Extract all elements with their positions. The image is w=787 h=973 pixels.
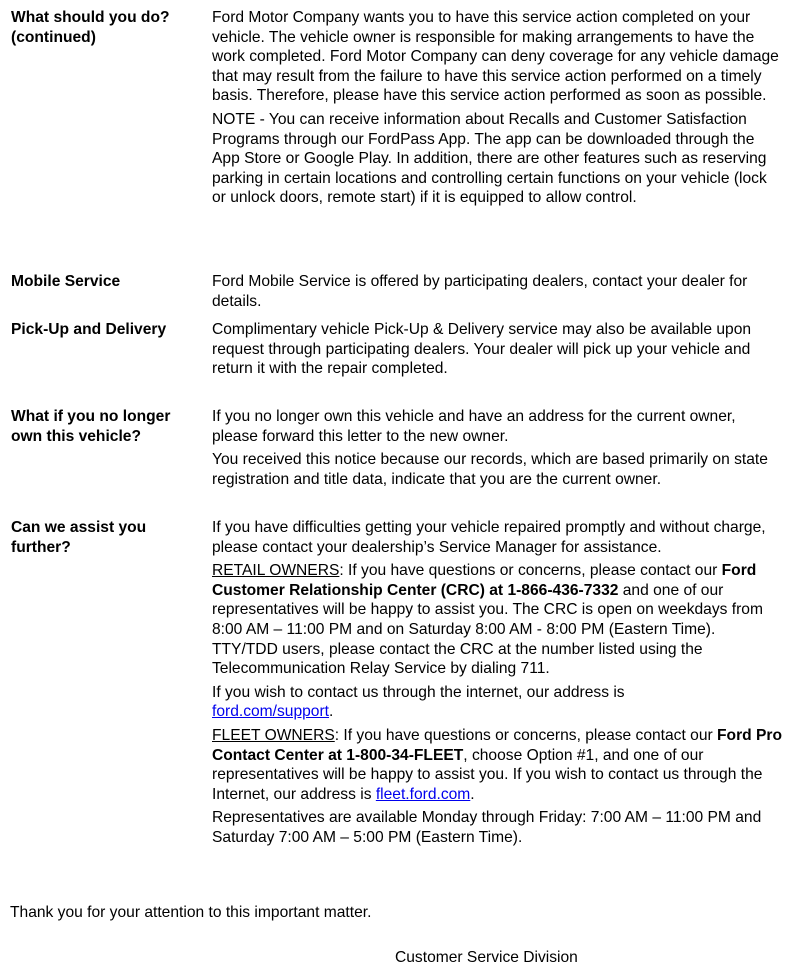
crc-phone: Ford Customer Relationship Center (CRC) at 1-866-436-7332 bbox=[212, 562, 757, 599]
section-label: What should you do? (continued) bbox=[11, 9, 170, 46]
fleet-owners-paragraph bbox=[212, 726, 783, 804]
paragraph: Ford Mobile Service is offered by participating dealers, contact your dealer for details. bbox=[212, 273, 748, 310]
retail-owners-heading: RETAIL OWNERS bbox=[212, 562, 340, 580]
section-body bbox=[212, 407, 783, 493]
paragraph: If you no longer own this vehicle and have an address for the current owner, please forward this letter to the new owner. bbox=[212, 408, 736, 445]
internet-text: If you wish to contact us through the internet, our address is bbox=[212, 683, 625, 701]
internet-end: . bbox=[329, 703, 334, 721]
signature: Customer Service Division bbox=[395, 949, 578, 966]
section-label: Can we assist you further? bbox=[11, 519, 147, 556]
paragraph: If you have difficulties getting your vehicle repaired promptly and without charge, please contact your dealership’s Service Manager for assistance. bbox=[212, 519, 766, 556]
fleet-rest: , choose Option #1, and one of our representatives will be happy to assist you. If you wish to contact us through the Internet, our address is bbox=[212, 746, 763, 803]
section-body bbox=[212, 320, 783, 383]
fleet-phone: Ford Pro Contact Center at 1-800-34-FLEET bbox=[212, 726, 783, 764]
fleet-owners-heading: FLEET OWNERS bbox=[212, 726, 335, 744]
paragraph: You received this notice because our records, which are based primarily on state registration and title data, indicate that you are the current owner. bbox=[212, 451, 768, 488]
section-body bbox=[212, 8, 783, 212]
note-paragraph: NOTE - You can receive information about Recalls and Customer Satisfaction Programs through our FordPass App. The app can be downloaded through the App Store or Google Play. In addition, there are other features such as reserving parking in certain locations and controlling certain functions on your vehicle (lock or unlock doors, remote start) if it is equipped to allow control. bbox=[212, 110, 767, 207]
ford-support-link[interactable]: ford.com/support bbox=[212, 703, 330, 721]
paragraph: Ford Motor Company wants you to have this service action completed on your vehicle. The vehicle owner is responsible for making arrangements to have the work completed. Ford Motor Company can deny coverage for any vehicle damage that may result from the failure to have this service action performed on a timely basis. Therefore, please have this service action performed as soon as possible. bbox=[212, 9, 779, 105]
section-label: Pick-Up and Delivery bbox=[11, 321, 167, 338]
fleet-link[interactable]: fleet.ford.com bbox=[375, 785, 471, 803]
hours-paragraph: Representatives are available Monday through Friday: 7:00 AM – 11:00 PM and Saturday 7:00 AM – 5:00 PM (Eastern Time). bbox=[212, 809, 762, 846]
section-body bbox=[212, 272, 783, 315]
retail-owners-paragraph bbox=[212, 561, 783, 679]
fleet-end: . bbox=[470, 785, 475, 803]
retail-lead: : If you have questions or concerns, please contact our bbox=[339, 562, 722, 580]
section-label: What if you no longer own this vehicle? bbox=[11, 408, 171, 445]
section-label: Mobile Service bbox=[11, 273, 121, 290]
fleet-lead: : If you have questions or concerns, please contact our bbox=[334, 726, 718, 744]
section-body bbox=[212, 518, 783, 852]
paragraph: Complimentary vehicle Pick-Up & Delivery service may also be available upon request through participating dealers. Your dealer will pick up your vehicle and return it with the repair completed. bbox=[212, 321, 752, 378]
retail-rest: and one of our representatives will be happy to assist you. The CRC is open on weekdays from 8:00 AM – 11:00 PM and on Saturday 8:00 AM - 8:00 PM (Eastern Time). TTY/TDD users, please contact the CRC at the number listed using the Telecommunication Relay Service by dialing 711. bbox=[212, 581, 763, 678]
closing-line: Thank you for your attention to this important matter. bbox=[10, 904, 372, 921]
internet-paragraph bbox=[212, 683, 783, 722]
